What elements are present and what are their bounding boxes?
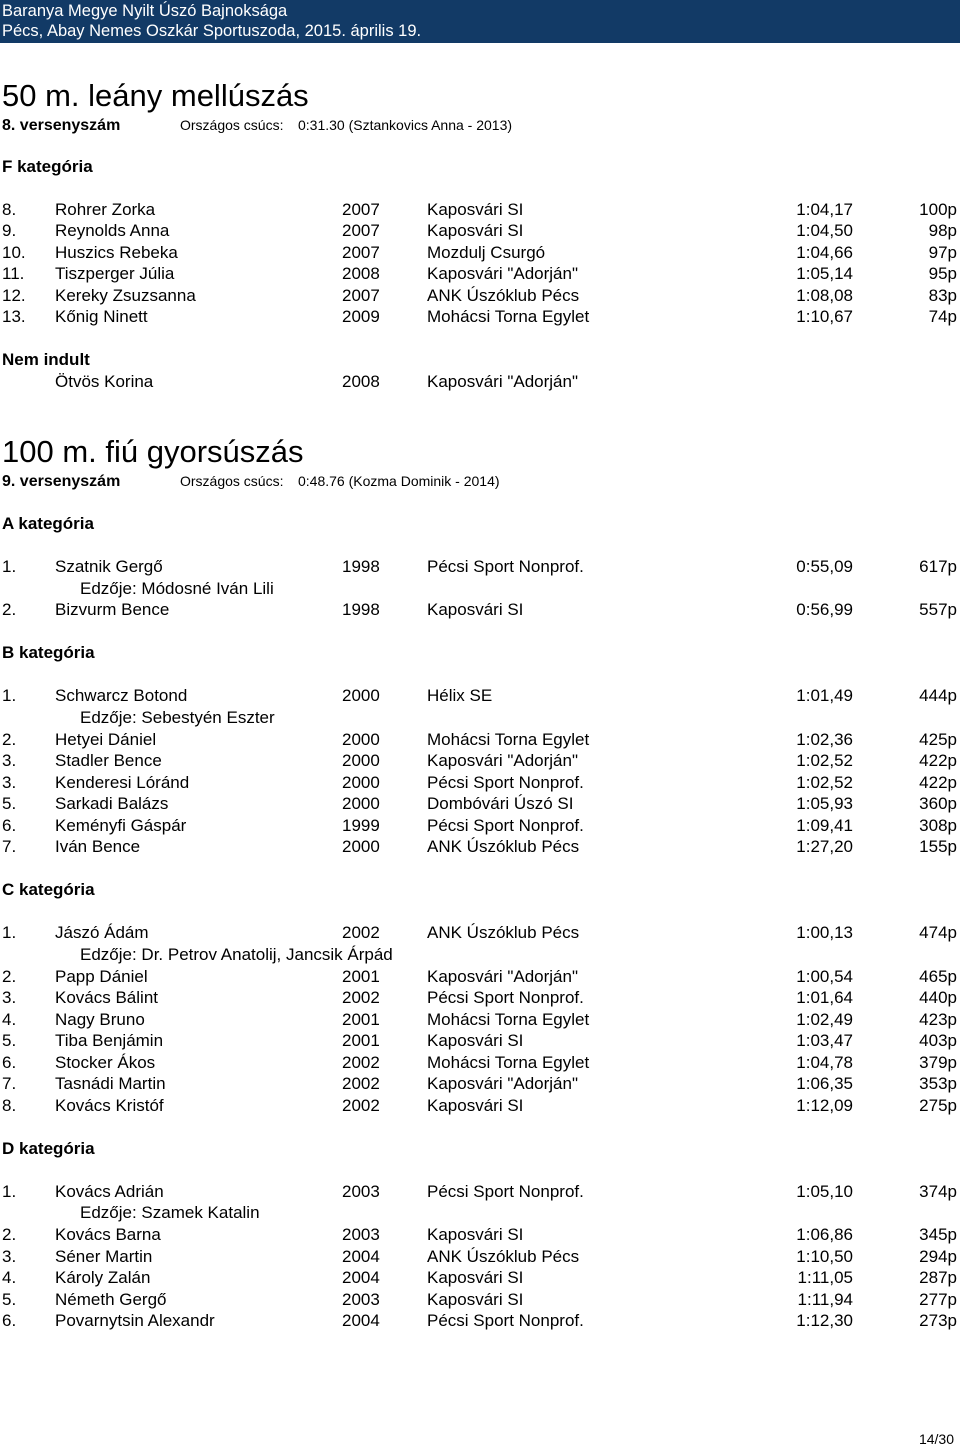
result-row	[0, 922, 960, 944]
result-club: Kaposvári SI	[427, 600, 524, 619]
result-row	[0, 1009, 960, 1031]
result-time: 1:11,94	[797, 1290, 853, 1309]
result-year: 2003	[342, 1182, 380, 1201]
result-time: 1:09,41	[796, 816, 853, 835]
result-name: Kovács Barna	[55, 1225, 161, 1244]
result-row	[0, 750, 960, 772]
result-time: 1:12,09	[796, 1096, 853, 1115]
result-rank: 1.	[2, 686, 17, 705]
result-row	[0, 285, 960, 307]
result-points: 379p	[919, 1053, 957, 1072]
result-points: 97p	[928, 243, 957, 262]
result-year: 2004	[342, 1311, 380, 1330]
result-club: Mohácsi Torna Egylet	[427, 1010, 590, 1029]
category-heading: F kategória	[2, 157, 93, 176]
result-time: 1:00,54	[796, 967, 853, 986]
result-year: 2002	[342, 1096, 380, 1115]
result-name: Károly Zalán	[55, 1268, 151, 1287]
result-row	[0, 1181, 960, 1203]
result-points: 444p	[919, 686, 957, 705]
result-club: Mohácsi Torna Egylet	[427, 730, 590, 749]
result-rank: 3.	[2, 773, 17, 792]
result-points: 422p	[919, 773, 957, 792]
result-year: 2004	[342, 1247, 380, 1266]
result-name: Kovács Kristóf	[55, 1096, 164, 1115]
result-rank: 12.	[2, 286, 26, 305]
result-points: 275p	[919, 1096, 957, 1115]
coach-note: Edzője: Dr. Petrov Anatolij, Jancsik Árpád	[80, 945, 393, 964]
event-title: 100 m. fiú gyorsúszás	[2, 434, 304, 469]
result-points: 617p	[919, 557, 957, 576]
event-number: 9. versenyszám	[2, 473, 121, 490]
result-row	[0, 199, 960, 221]
result-time: 1:02,49	[796, 1010, 853, 1029]
result-name: Tiszperger Júlia	[55, 264, 175, 283]
result-year: 2000	[342, 730, 380, 749]
result-time: 1:05,93	[796, 794, 853, 813]
result-club: Kaposvári "Adorján"	[427, 967, 578, 986]
result-club: ANK Úszóklub Pécs	[427, 837, 580, 856]
result-rank: 4.	[2, 1268, 17, 1287]
result-name: Nagy Bruno	[55, 1010, 145, 1029]
result-points: 74p	[928, 307, 957, 326]
result-rank: 6.	[2, 1053, 17, 1072]
result-club: Kaposvári "Adorján"	[427, 1074, 578, 1093]
result-time: 1:04,78	[796, 1053, 853, 1072]
result-row	[0, 729, 960, 751]
result-name: Stocker Ákos	[55, 1053, 156, 1072]
result-time: 1:04,66	[796, 243, 853, 262]
result-time: 1:08,08	[796, 286, 853, 305]
result-club: Mohácsi Torna Egylet	[427, 1053, 590, 1072]
result-year: 2003	[342, 1225, 380, 1244]
result-club: Pécsi Sport Nonprof.	[427, 1311, 584, 1330]
result-club: Kaposvári SI	[427, 1096, 524, 1115]
category-heading: Nem indult	[2, 350, 90, 369]
result-club: Pécsi Sport Nonprof.	[427, 816, 584, 835]
result-row	[0, 242, 960, 264]
result-rank: 5.	[2, 1290, 17, 1309]
result-year: 2002	[342, 1074, 380, 1093]
result-year: 2000	[342, 751, 380, 770]
page-number: 14/30	[918, 1431, 954, 1447]
result-time: 1:02,36	[796, 730, 853, 749]
result-points: 308p	[919, 816, 957, 835]
result-club: Dombóvári Úszó SI	[427, 794, 574, 813]
result-row	[0, 836, 960, 858]
result-name: Stadler Bence	[55, 751, 162, 770]
result-rank: 4.	[2, 1010, 17, 1029]
result-year: 2002	[342, 1053, 380, 1072]
result-points: 423p	[919, 1010, 957, 1029]
result-time: 1:02,52	[796, 773, 853, 792]
result-year: 2009	[342, 307, 380, 326]
result-rank: 7.	[2, 1074, 17, 1093]
result-year: 1998	[342, 557, 380, 576]
result-time: 1:11,05	[797, 1268, 853, 1287]
result-club: Kaposvári SI	[427, 1031, 524, 1050]
result-points: 98p	[928, 221, 957, 240]
result-points: 360p	[919, 794, 957, 813]
result-time: 0:55,09	[796, 557, 853, 576]
result-year: 2007	[342, 243, 380, 262]
result-points: 353p	[919, 1074, 957, 1093]
result-row	[0, 1224, 960, 1246]
result-rank: 1.	[2, 923, 17, 942]
competition-title: Baranya Megye Nyilt Úszó Bajnoksága	[2, 2, 288, 20]
record-value: 0:48.76 (Kozma Dominik - 2014)	[298, 473, 500, 489]
category-heading: B kategória	[2, 643, 95, 662]
result-rank: 10.	[2, 243, 26, 262]
result-time: 1:04,17	[796, 200, 853, 219]
result-rank: 5.	[2, 794, 17, 813]
result-time: 1:12,30	[796, 1311, 853, 1330]
result-name: Kőnig Ninett	[55, 307, 148, 326]
result-name: Kereky Zsuzsanna	[55, 286, 196, 305]
result-points: 422p	[919, 751, 957, 770]
record-label: Országos csúcs:	[180, 473, 284, 489]
result-year: 2001	[342, 967, 380, 986]
result-row	[0, 306, 960, 328]
result-row	[0, 987, 960, 1009]
result-row	[0, 685, 960, 707]
result-club: Pécsi Sport Nonprof.	[427, 773, 584, 792]
result-time: 1:03,47	[796, 1031, 853, 1050]
result-points: 403p	[919, 1031, 957, 1050]
result-rank: 2.	[2, 967, 17, 986]
result-rank: 8.	[2, 1096, 17, 1115]
result-name: Bizvurm Bence	[55, 600, 170, 619]
competition-venue-date: Pécs, Abay Nemes Oszkár Sportuszoda, 2015. április 19.	[2, 22, 422, 40]
event-number: 8. versenyszám	[2, 117, 121, 134]
result-rank: 3.	[2, 1247, 17, 1266]
result-row	[0, 263, 960, 285]
result-points: 100p	[919, 200, 957, 219]
result-year: 2002	[342, 988, 380, 1007]
result-year: 2007	[342, 221, 380, 240]
result-year: 1998	[342, 600, 380, 619]
result-rank: 3.	[2, 751, 17, 770]
result-time: 1:01,64	[796, 988, 853, 1007]
result-time: 1:10,67	[796, 307, 853, 326]
result-rank: 6.	[2, 1311, 17, 1330]
result-club: ANK Úszóklub Pécs	[427, 923, 580, 942]
result-club: Kaposvári SI	[427, 1268, 524, 1287]
result-club: Pécsi Sport Nonprof.	[427, 988, 584, 1007]
result-row	[0, 1246, 960, 1268]
result-year: 2000	[342, 773, 380, 792]
result-name: Iván Bence	[55, 837, 141, 856]
result-name: Huszics Rebeka	[55, 243, 178, 262]
result-rank: 3.	[2, 988, 17, 1007]
result-points: 95p	[928, 264, 957, 283]
result-year: 1999	[342, 816, 380, 835]
result-club: Kaposvári SI	[427, 221, 524, 240]
result-time: 1:01,49	[796, 686, 853, 705]
result-row	[0, 1310, 960, 1332]
result-club: ANK Úszóklub Pécs	[427, 1247, 580, 1266]
result-club: Hélix SE	[427, 686, 493, 705]
result-club: Mohácsi Torna Egylet	[427, 307, 590, 326]
result-club: Mozdulj Csurgó	[427, 243, 546, 262]
result-time: 1:05,14	[796, 264, 853, 283]
result-row	[0, 1095, 960, 1117]
result-rank: 13.	[2, 307, 26, 326]
result-rank: 1.	[2, 557, 17, 576]
result-row	[0, 966, 960, 988]
result-rank: 1.	[2, 1182, 17, 1201]
result-points: 294p	[919, 1247, 957, 1266]
coach-note: Edzője: Sebestyén Eszter	[80, 708, 275, 727]
result-rank: 2.	[2, 1225, 17, 1244]
result-rank: 2.	[2, 730, 17, 749]
result-rank: 2.	[2, 600, 17, 619]
result-name: Schwarcz Botond	[55, 686, 188, 705]
result-time: 1:02,52	[796, 751, 853, 770]
result-rank: 9.	[2, 221, 17, 240]
result-club: Kaposvári "Adorján"	[427, 372, 578, 391]
result-club: Kaposvári SI	[427, 1225, 524, 1244]
result-time: 1:05,10	[796, 1182, 853, 1201]
coach-note: Edzője: Módosné Iván Lili	[80, 579, 274, 598]
result-year: 2003	[342, 1290, 380, 1309]
result-row	[0, 556, 960, 578]
result-year: 2001	[342, 1010, 380, 1029]
result-year: 2001	[342, 1031, 380, 1050]
result-name: Jászó Ádám	[55, 923, 149, 942]
result-rank: 5.	[2, 1031, 17, 1050]
result-row	[0, 1289, 960, 1311]
result-club: Kaposvári SI	[427, 1290, 524, 1309]
result-time: 1:27,20	[796, 837, 853, 856]
result-name: Németh Gergő	[55, 1290, 167, 1309]
result-name: Rohrer Zorka	[55, 200, 156, 219]
record-value: 0:31.30 (Sztankovics Anna - 2013)	[298, 117, 513, 133]
result-points: 474p	[919, 923, 957, 942]
result-name: Papp Dániel	[55, 967, 148, 986]
result-row	[0, 1052, 960, 1074]
result-row	[0, 371, 960, 393]
result-rank: 6.	[2, 816, 17, 835]
category-heading: D kategória	[2, 1139, 95, 1158]
result-name: Tasnádi Martin	[55, 1074, 166, 1093]
result-row	[0, 793, 960, 815]
result-time: 0:56,99	[796, 600, 853, 619]
result-year: 2008	[342, 264, 380, 283]
result-name: Séner Martin	[55, 1247, 153, 1266]
result-time: 1:06,86	[796, 1225, 853, 1244]
result-points: 374p	[919, 1182, 957, 1201]
record-label: Országos csúcs:	[180, 117, 284, 133]
result-points: 273p	[919, 1311, 957, 1330]
result-name: Keményfi Gáspár	[55, 816, 187, 835]
page-header	[0, 0, 960, 43]
result-points: 83p	[928, 286, 957, 305]
result-row	[0, 220, 960, 242]
result-year: 2000	[342, 837, 380, 856]
result-row	[0, 599, 960, 621]
result-club: Pécsi Sport Nonprof.	[427, 557, 584, 576]
result-club: Kaposvári "Adorján"	[427, 264, 578, 283]
result-year: 2007	[342, 200, 380, 219]
result-points: 440p	[919, 988, 957, 1007]
result-name: Kovács Bálint	[55, 988, 158, 1007]
result-name: Sarkadi Balázs	[55, 794, 169, 813]
result-time: 1:04,50	[796, 221, 853, 240]
result-points: 155p	[919, 837, 957, 856]
result-year: 2004	[342, 1268, 380, 1287]
result-time: 1:00,13	[796, 923, 853, 942]
result-points: 287p	[919, 1268, 957, 1287]
result-rank: 7.	[2, 837, 17, 856]
result-name: Povarnytsin Alexandr	[55, 1311, 215, 1330]
result-points: 345p	[919, 1225, 957, 1244]
result-club: Kaposvári "Adorján"	[427, 751, 578, 770]
event-subtitle	[2, 115, 512, 135]
result-row	[0, 1267, 960, 1289]
result-points: 465p	[919, 967, 957, 986]
event-title: 50 m. leány mellúszás	[2, 78, 309, 113]
result-club: Kaposvári SI	[427, 200, 524, 219]
event-subtitle	[2, 471, 500, 491]
result-points: 557p	[919, 600, 957, 619]
result-name: Hetyei Dániel	[55, 730, 157, 749]
result-name: Szatnik Gergő	[55, 557, 163, 576]
result-year: 2000	[342, 794, 380, 813]
result-time: 1:06,35	[796, 1074, 853, 1093]
category-heading: C kategória	[2, 880, 95, 899]
result-club: ANK Úszóklub Pécs	[427, 286, 580, 305]
result-time: 1:10,50	[796, 1247, 853, 1266]
result-rank: 11.	[2, 264, 25, 283]
result-name: Tiba Benjámin	[55, 1031, 164, 1050]
result-row	[0, 772, 960, 794]
result-row	[0, 1030, 960, 1052]
result-club: Pécsi Sport Nonprof.	[427, 1182, 584, 1201]
result-points: 425p	[919, 730, 957, 749]
result-name: Reynolds Anna	[55, 221, 170, 240]
category-heading: A kategória	[2, 514, 94, 533]
result-year: 2002	[342, 923, 380, 942]
result-row	[0, 1073, 960, 1095]
result-rank: 8.	[2, 200, 17, 219]
result-name: Kovács Adrián	[55, 1182, 164, 1201]
result-points: 277p	[919, 1290, 957, 1309]
result-name: Ötvös Korina	[55, 372, 154, 391]
coach-note: Edzője: Szamek Katalin	[80, 1203, 260, 1222]
result-name: Kenderesi Lóránd	[55, 773, 190, 792]
result-year: 2008	[342, 372, 380, 391]
result-year: 2000	[342, 686, 380, 705]
result-year: 2007	[342, 286, 380, 305]
result-row	[0, 815, 960, 837]
